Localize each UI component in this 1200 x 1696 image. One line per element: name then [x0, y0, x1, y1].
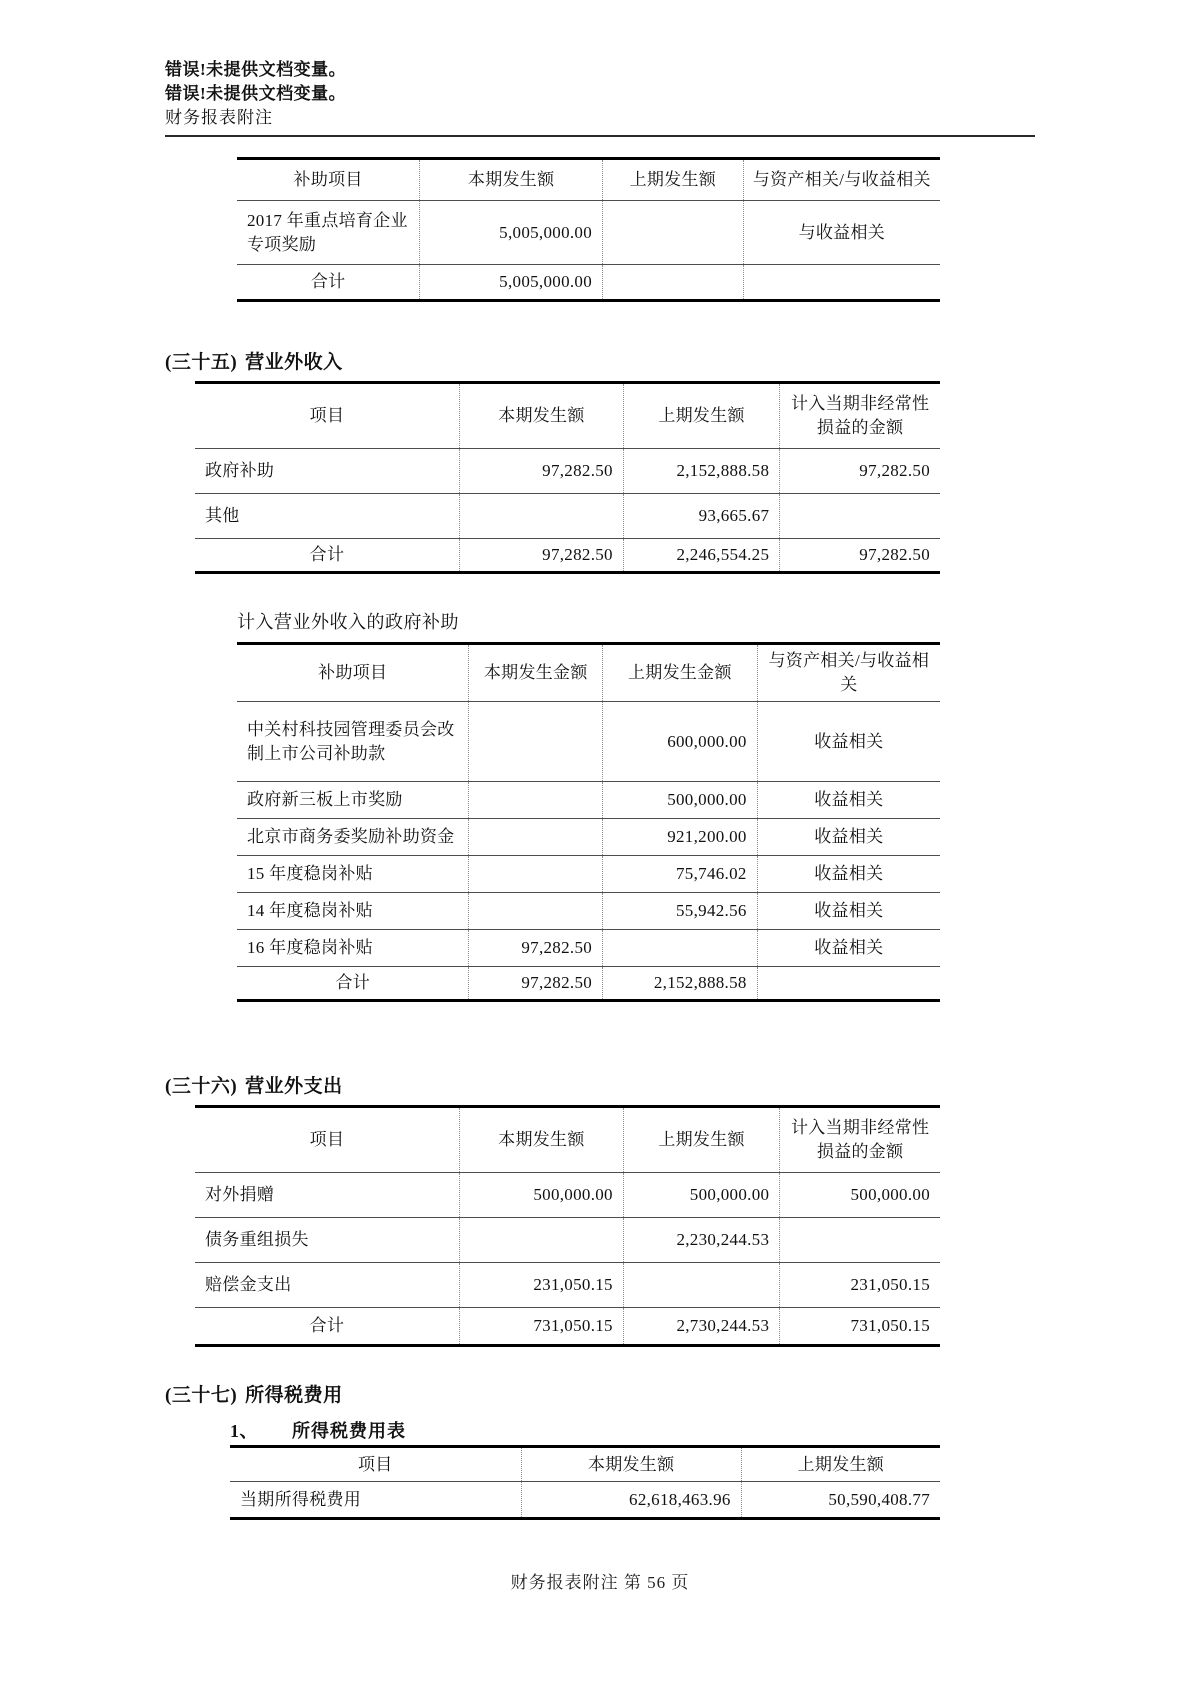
item-cell: 当期所得税费用: [230, 1482, 521, 1519]
table-row: [237, 782, 940, 819]
table-row: [237, 893, 940, 930]
amount-cell: 600,000.00: [603, 702, 758, 782]
header-cell: 计入当期非经常性损益的金额: [780, 383, 940, 449]
table-row: [195, 494, 940, 539]
table-total-row: [237, 967, 940, 1001]
amount-cell: [780, 494, 940, 539]
document-title: 财务报表附注: [165, 108, 273, 127]
amount-cell: 731,050.15: [459, 1308, 623, 1346]
subsection-label: 所得税费用表: [292, 1421, 406, 1441]
table-nonoperating-income: [195, 381, 940, 574]
table-nonoperating-expense: [195, 1105, 940, 1347]
header-cell: 计入当期非经常性损益的金额: [780, 1107, 940, 1173]
subsection-title-income-tax-table: [230, 1419, 1040, 1443]
header-cell: 上期发生金额: [603, 644, 758, 702]
table-row: [237, 930, 940, 967]
header-cell: 本期发生额: [521, 1447, 741, 1482]
relation-cell: 收益相关: [757, 893, 940, 930]
header-cell: 与资产相关/与收益相关: [743, 159, 940, 201]
item-cell: 赔偿金支出: [195, 1263, 459, 1308]
section-heading-37: [165, 1383, 1040, 1409]
item-cell: 14 年度稳岗补贴: [237, 893, 469, 930]
section-title: 营业外收入: [245, 352, 343, 373]
item-cell: 北京市商务委奖励补助资金: [237, 819, 469, 856]
amount-cell: 97,282.50: [780, 449, 940, 494]
doc-variable-error-line-1: 错误!未提供文档变量。: [165, 60, 347, 79]
header-cell: 本期发生额: [459, 1107, 623, 1173]
amount-cell: 2,152,888.58: [603, 967, 758, 1001]
amount-cell: 500,000.00: [459, 1173, 623, 1218]
relation-cell: 收益相关: [757, 856, 940, 893]
amount-cell: 97,282.50: [459, 539, 623, 573]
relation-cell: 与收益相关: [743, 201, 940, 265]
amount-cell: 2,152,888.58: [623, 449, 779, 494]
amount-cell: 731,050.15: [780, 1308, 940, 1346]
amount-cell: 500,000.00: [623, 1173, 779, 1218]
table-row: [237, 856, 940, 893]
relation-cell: 收益相关: [757, 782, 940, 819]
doc-variable-error-line-2: 错误!未提供文档变量。: [165, 84, 347, 103]
table-row: [195, 449, 940, 494]
amount-cell: [603, 265, 744, 301]
amount-cell: 231,050.15: [780, 1263, 940, 1308]
table-row: [237, 201, 940, 265]
amount-cell: [459, 1218, 623, 1263]
subsection-title-gov-subsidy: 计入营业外收入的政府补助: [237, 612, 459, 632]
table-row: [230, 1482, 940, 1519]
amount-cell: [603, 930, 758, 967]
item-cell: 政府新三板上市奖励: [237, 782, 469, 819]
header-cell: 项目: [309, 406, 345, 425]
item-cell: 2017 年重点培育企业专项奖励: [237, 201, 420, 265]
section-heading-36: [165, 1074, 1040, 1100]
table-total-row: [195, 539, 940, 573]
table-row: [195, 1218, 940, 1263]
amount-cell: 2,730,244.53: [623, 1308, 779, 1346]
amount-cell: 2,246,554.25: [623, 539, 779, 573]
table-gov-subsidy-detail: [237, 642, 940, 1002]
table-header-row: [230, 1447, 940, 1482]
item-cell: 政府补助: [195, 449, 459, 494]
total-label-cell: 合计: [237, 967, 469, 1001]
amount-cell: 75,746.02: [603, 856, 758, 893]
section-title: 营业外支出: [245, 1076, 343, 1097]
item-cell: 15 年度稳岗补贴: [237, 856, 469, 893]
header-rule: [165, 135, 1035, 137]
amount-cell: [780, 1218, 940, 1263]
amount-cell: 921,200.00: [603, 819, 758, 856]
section-title: 所得税费用: [245, 1385, 343, 1406]
table-total-row: [195, 1308, 940, 1346]
table-row: [195, 1173, 940, 1218]
amount-cell: 500,000.00: [780, 1173, 940, 1218]
amount-cell: 50,590,408.77: [741, 1482, 940, 1519]
section-number: (三十七): [165, 1385, 238, 1406]
item-cell: 其他: [195, 494, 459, 539]
amount-cell: 500,000.00: [603, 782, 758, 819]
amount-cell: 97,282.50: [469, 930, 603, 967]
section-heading-35: [165, 350, 1040, 376]
table-income-tax: [230, 1445, 940, 1520]
header-cell: 上期发生额: [623, 383, 779, 449]
table-total-row: [237, 265, 940, 301]
amount-cell: 231,050.15: [459, 1263, 623, 1308]
header-cell: 补助项目: [293, 170, 363, 189]
table-subsidy-continued: [237, 157, 940, 302]
header-cell: 补助项目: [318, 663, 388, 682]
header-cell: 上期发生额: [623, 1107, 779, 1173]
amount-cell: 97,282.50: [459, 449, 623, 494]
amount-cell: [469, 782, 603, 819]
table-header-row: [195, 1107, 940, 1173]
table-row: [237, 819, 940, 856]
header-cell: 本期发生金额: [469, 644, 603, 702]
amount-cell: 2,230,244.53: [623, 1218, 779, 1263]
relation-cell: [757, 967, 940, 1001]
amount-cell: 55,942.56: [603, 893, 758, 930]
relation-cell: 收益相关: [757, 819, 940, 856]
page-content: [165, 58, 1040, 1520]
table-header-row: [195, 383, 940, 449]
amount-cell: 93,665.67: [623, 494, 779, 539]
relation-cell: 收益相关: [757, 702, 940, 782]
header-cell: 上期发生额: [603, 159, 744, 201]
total-label-cell: 合计: [195, 1308, 459, 1346]
item-cell: 16 年度稳岗补贴: [237, 930, 469, 967]
table-row: [237, 702, 940, 782]
total-label-cell: 合计: [195, 539, 459, 573]
item-cell: 中关村科技园管理委员会改制上市公司补助款: [237, 702, 469, 782]
amount-cell: 97,282.50: [780, 539, 940, 573]
relation-cell: 收益相关: [757, 930, 940, 967]
amount-cell: [469, 856, 603, 893]
header-cell: 项目: [357, 1454, 393, 1474]
header-cell: 本期发生额: [459, 383, 623, 449]
amount-cell: [603, 201, 744, 265]
header-cell: 与资产相关/与收益相关: [757, 644, 940, 702]
relation-cell: [743, 265, 940, 301]
amount-cell: [469, 819, 603, 856]
total-label-cell: 合计: [237, 265, 420, 301]
amount-cell: [623, 1263, 779, 1308]
item-cell: 债务重组损失: [195, 1218, 459, 1263]
table-row: [195, 1263, 940, 1308]
amount-cell: [469, 893, 603, 930]
section-number: (三十五): [165, 352, 238, 373]
header-cell: 本期发生额: [420, 159, 603, 201]
subsection-number: 1、: [230, 1421, 258, 1441]
amount-cell: 5,005,000.00: [420, 201, 603, 265]
section-number: (三十六): [165, 1076, 238, 1097]
header-cell: 上期发生额: [741, 1447, 940, 1482]
amount-cell: [469, 702, 603, 782]
item-cell: 对外捐赠: [195, 1173, 459, 1218]
table-header-row: [237, 644, 940, 702]
amount-cell: 97,282.50: [469, 967, 603, 1001]
amount-cell: [459, 494, 623, 539]
header-cell: 项目: [309, 1130, 345, 1149]
amount-cell: 5,005,000.00: [420, 265, 603, 301]
amount-cell: 62,618,463.96: [521, 1482, 741, 1519]
table-header-row: [237, 159, 940, 201]
page-footer: 财务报表附注 第 56 页: [510, 1573, 690, 1592]
